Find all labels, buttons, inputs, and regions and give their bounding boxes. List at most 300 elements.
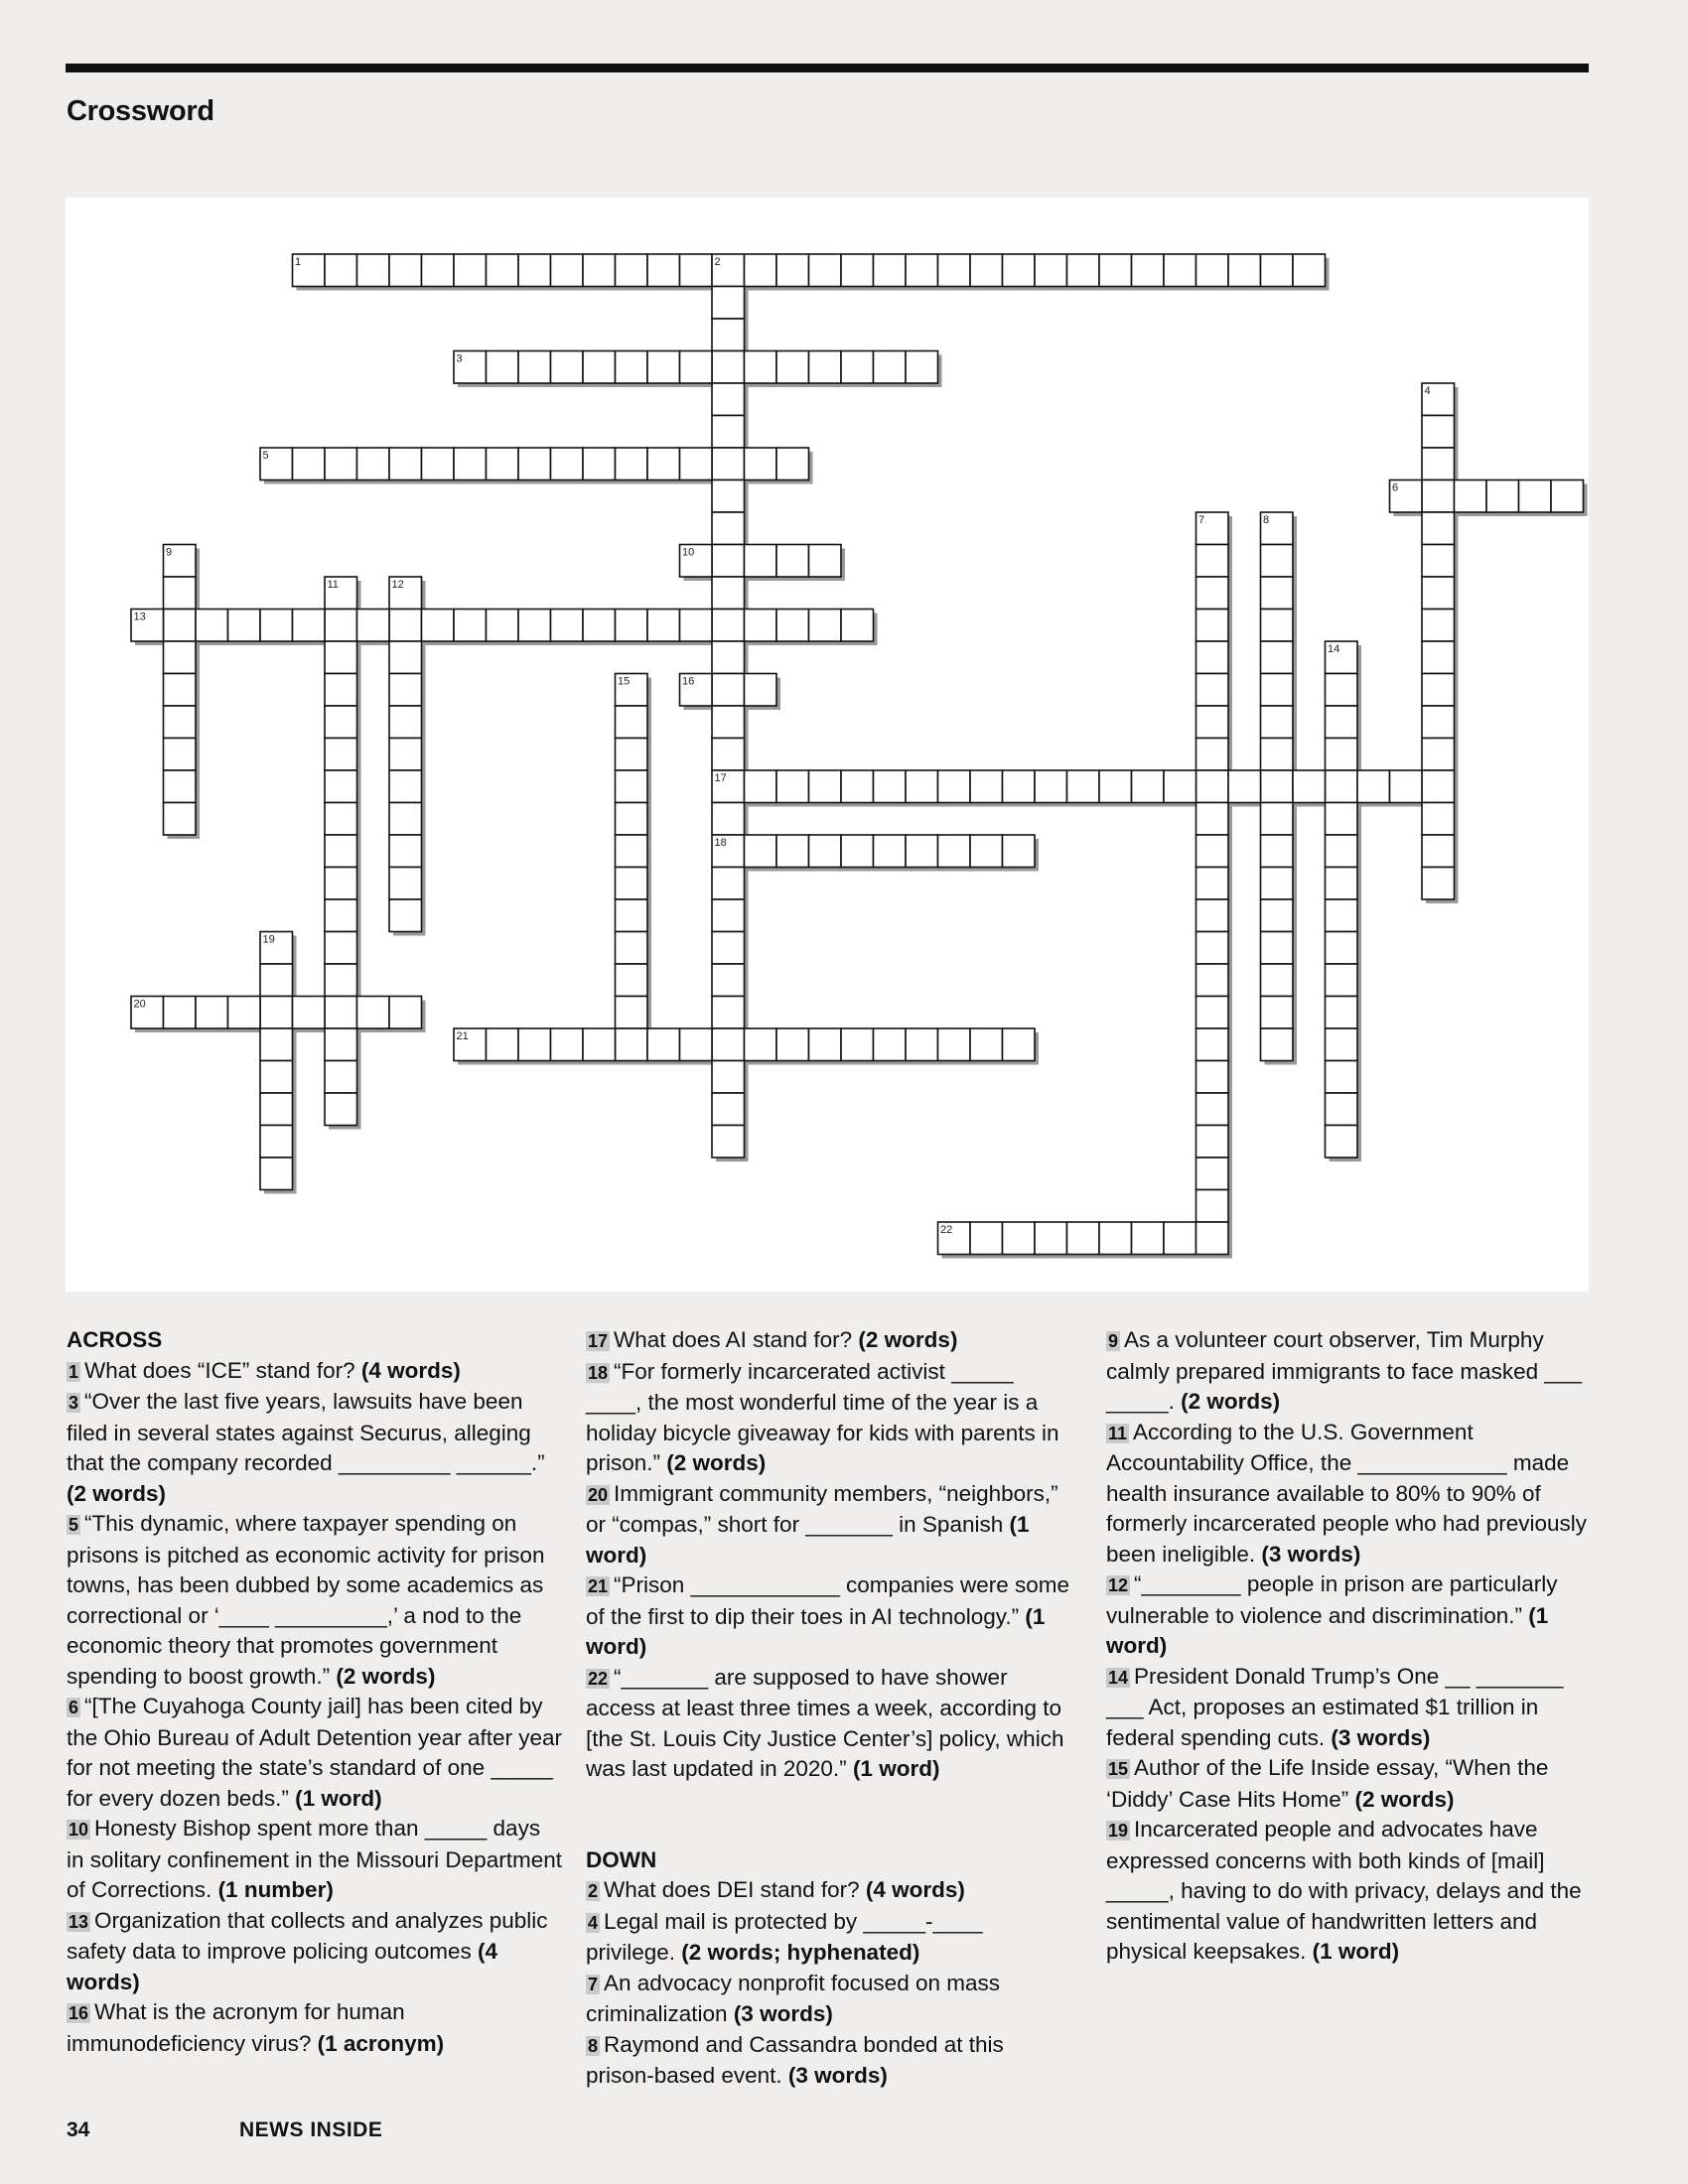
crossword-cell[interactable] xyxy=(647,610,680,642)
crossword-cell[interactable] xyxy=(325,610,357,642)
crossword-cell[interactable] xyxy=(389,739,422,771)
crossword-cell[interactable] xyxy=(809,610,842,642)
crossword-cell[interactable] xyxy=(712,512,745,545)
crossword-cell[interactable] xyxy=(389,997,422,1029)
crossword-cell[interactable] xyxy=(712,997,745,1029)
crossword-cell[interactable] xyxy=(938,770,971,803)
crossword-cell[interactable] xyxy=(712,964,745,997)
crossword-cell[interactable] xyxy=(712,868,745,900)
crossword-cell[interactable] xyxy=(1196,739,1229,771)
crossword-cell[interactable] xyxy=(1261,835,1294,868)
crossword-cell[interactable] xyxy=(1132,254,1165,287)
crossword-cell[interactable] xyxy=(1067,770,1100,803)
clue-answer-hint: (2 words; hyphenated) xyxy=(681,1940,920,1965)
crossword-cell[interactable] xyxy=(1099,1222,1132,1255)
crossword-cell[interactable] xyxy=(389,803,422,836)
crossword-cell[interactable] xyxy=(325,997,357,1029)
crossword-cell[interactable] xyxy=(776,770,809,803)
crossword-cell[interactable] xyxy=(938,1028,971,1061)
crossword-cell[interactable] xyxy=(1196,803,1229,836)
crossword-cell[interactable] xyxy=(1519,480,1552,513)
crossword-cell[interactable] xyxy=(616,610,648,642)
crossword-cell[interactable] xyxy=(616,254,648,287)
crossword-cell[interactable] xyxy=(1422,674,1455,707)
crossword-cell[interactable] xyxy=(260,1061,293,1094)
crossword-cell[interactable] xyxy=(1196,1126,1229,1159)
crossword-cell[interactable] xyxy=(841,1028,874,1061)
crossword-cell[interactable] xyxy=(325,932,357,965)
crossword-cell[interactable] xyxy=(874,254,907,287)
crossword-cell[interactable] xyxy=(616,899,648,932)
crossword-cell[interactable] xyxy=(680,1028,713,1061)
crossword-cell[interactable] xyxy=(260,997,293,1029)
crossword-cell[interactable] xyxy=(1196,610,1229,642)
crossword-cell[interactable] xyxy=(841,351,874,384)
crossword-cell[interactable] xyxy=(745,1028,777,1061)
crossword-cell[interactable] xyxy=(616,448,648,480)
crossword-cell[interactable] xyxy=(422,610,455,642)
crossword-cell[interactable] xyxy=(1326,770,1358,803)
crossword-cell[interactable] xyxy=(647,254,680,287)
crossword-cell[interactable] xyxy=(1422,803,1455,836)
crossword-cell[interactable] xyxy=(874,351,907,384)
crossword-cell[interactable] xyxy=(325,674,357,707)
clue-number: 5 xyxy=(69,1515,79,1535)
crossword-cell[interactable] xyxy=(1196,1158,1229,1190)
crossword-cell[interactable] xyxy=(164,706,197,739)
crossword-cell[interactable] xyxy=(389,899,422,932)
crossword-cell[interactable] xyxy=(776,351,809,384)
crossword-cell[interactable] xyxy=(454,254,487,287)
crossword-cell[interactable] xyxy=(1196,932,1229,965)
clue-number: 18 xyxy=(588,1362,609,1383)
crossword-cell[interactable] xyxy=(712,932,745,965)
crossword-cell[interactable] xyxy=(809,1028,842,1061)
crossword-cell[interactable] xyxy=(1196,899,1229,932)
crossword-cell[interactable] xyxy=(970,254,1003,287)
crossword-cell[interactable] xyxy=(616,351,648,384)
crossword-cell[interactable] xyxy=(745,351,777,384)
crossword-cell[interactable] xyxy=(1003,254,1036,287)
crossword-cell[interactable] xyxy=(809,835,842,868)
crossword-cell[interactable] xyxy=(1326,1028,1358,1061)
crossword-cell[interactable] xyxy=(389,770,422,803)
clue-text: “Over the last five years, lawsuits have been filed in several states against Securus, alleging that the company recorded _________ ______.” xyxy=(67,1389,545,1475)
crossword-cell[interactable] xyxy=(616,964,648,997)
clue-answer-hint: (3 words) xyxy=(787,2063,888,2088)
crossword-cell[interactable] xyxy=(616,932,648,965)
crossword-cell[interactable] xyxy=(1132,770,1165,803)
crossword-cell[interactable] xyxy=(712,610,745,642)
crossword-cell[interactable] xyxy=(325,448,357,480)
crossword-cell[interactable] xyxy=(712,448,745,480)
crossword-cell[interactable] xyxy=(1196,1028,1229,1061)
crossword-cell[interactable] xyxy=(1326,899,1358,932)
crossword-cell[interactable] xyxy=(809,545,842,578)
crossword-cell[interactable] xyxy=(1326,739,1358,771)
crossword-cell[interactable] xyxy=(518,1028,551,1061)
crossword-cell[interactable] xyxy=(325,254,357,287)
crossword-cell[interactable] xyxy=(745,448,777,480)
crossword-cell[interactable] xyxy=(260,1028,293,1061)
crossword-cell[interactable] xyxy=(583,351,616,384)
crossword-cell[interactable] xyxy=(1196,577,1229,610)
crossword-cell[interactable] xyxy=(874,770,907,803)
crossword-cell[interactable] xyxy=(1326,997,1358,1029)
crossword-cell[interactable] xyxy=(712,803,745,836)
crossword-cell[interactable] xyxy=(551,1028,584,1061)
crossword-cell[interactable] xyxy=(228,610,261,642)
crossword-cell[interactable] xyxy=(1261,899,1294,932)
crossword-cell[interactable] xyxy=(712,351,745,384)
clue-text: Organization that collects and analyzes public safety data to improve policing outcomes xyxy=(67,1907,548,1964)
crossword-cell[interactable] xyxy=(1357,770,1390,803)
crossword-cell[interactable] xyxy=(260,610,293,642)
crossword-cell[interactable] xyxy=(970,1028,1003,1061)
crossword-cell[interactable] xyxy=(776,835,809,868)
crossword-cell[interactable] xyxy=(1326,1093,1358,1126)
crossword-cell[interactable] xyxy=(745,545,777,578)
crossword-cell[interactable] xyxy=(551,351,584,384)
crossword-cell[interactable] xyxy=(487,351,519,384)
crossword-cell[interactable] xyxy=(874,835,907,868)
crossword-cell[interactable] xyxy=(325,739,357,771)
down-clue-9 xyxy=(1106,1325,1593,1418)
crossword-cell[interactable] xyxy=(1196,674,1229,707)
crossword-cell[interactable] xyxy=(487,1028,519,1061)
crossword-cell[interactable] xyxy=(1132,1222,1165,1255)
crossword-cell[interactable] xyxy=(1455,480,1487,513)
down-clue-list-part-1 xyxy=(586,1875,1072,2092)
crossword-cell[interactable] xyxy=(325,899,357,932)
crossword-cell[interactable] xyxy=(1196,835,1229,868)
crossword-cell[interactable] xyxy=(841,610,874,642)
crossword-cell[interactable] xyxy=(1261,739,1294,771)
crossword-cell[interactable] xyxy=(1099,254,1132,287)
crossword-cell[interactable] xyxy=(583,1028,616,1061)
crossword-cell[interactable] xyxy=(1293,254,1326,287)
crossword-cell[interactable] xyxy=(389,835,422,868)
crossword-cell[interactable] xyxy=(164,770,197,803)
crossword-cell[interactable] xyxy=(293,997,326,1029)
crossword-cell[interactable] xyxy=(680,610,713,642)
clue-text: What is the acronym for human immunodeficiency virus? xyxy=(67,1999,405,2056)
crossword-cell[interactable] xyxy=(1326,964,1358,997)
crossword-cell[interactable] xyxy=(1261,868,1294,900)
crossword-cell[interactable] xyxy=(422,448,455,480)
crossword-cell[interactable] xyxy=(1422,610,1455,642)
crossword-cell[interactable] xyxy=(712,739,745,771)
cell-number: 13 xyxy=(133,611,146,623)
crossword-cell[interactable] xyxy=(196,997,228,1029)
crossword-cell[interactable] xyxy=(776,254,809,287)
crossword-cell[interactable] xyxy=(1422,835,1455,868)
crossword-cell[interactable] xyxy=(1326,835,1358,868)
crossword-cell[interactable] xyxy=(712,1061,745,1094)
cell-number: 19 xyxy=(262,933,275,946)
crossword-cell[interactable] xyxy=(228,997,261,1029)
crossword-cell[interactable] xyxy=(1326,932,1358,965)
crossword-cell[interactable] xyxy=(389,868,422,900)
clue-answer-hint: (4 words) xyxy=(360,1357,461,1383)
crossword-cell[interactable] xyxy=(938,254,971,287)
crossword-cell[interactable] xyxy=(970,835,1003,868)
crossword-cell[interactable] xyxy=(712,480,745,513)
crossword-cell[interactable] xyxy=(325,1061,357,1094)
crossword-cell[interactable] xyxy=(970,1222,1003,1255)
crossword-cell[interactable] xyxy=(809,254,842,287)
crossword-cell[interactable] xyxy=(616,770,648,803)
crossword-cell[interactable] xyxy=(1196,770,1229,803)
crossword-cell[interactable] xyxy=(616,1028,648,1061)
crossword-cell[interactable] xyxy=(906,351,938,384)
crossword-cell[interactable] xyxy=(325,964,357,997)
crossword-cell[interactable] xyxy=(1196,1190,1229,1223)
crossword-cell[interactable] xyxy=(745,835,777,868)
crossword-cell[interactable] xyxy=(1003,770,1036,803)
crossword-cell[interactable] xyxy=(776,1028,809,1061)
crossword-cell[interactable] xyxy=(1422,480,1455,513)
crossword-cell[interactable] xyxy=(389,674,422,707)
crossword-cell[interactable] xyxy=(712,899,745,932)
crossword-cell[interactable] xyxy=(906,254,938,287)
crossword-cell[interactable] xyxy=(325,706,357,739)
crossword-cell[interactable] xyxy=(1003,1028,1036,1061)
clue-answer-hint: (3 words) xyxy=(1331,1724,1431,1750)
crossword-cell[interactable] xyxy=(454,610,487,642)
crossword-cell[interactable] xyxy=(1228,770,1261,803)
crossword-cell[interactable] xyxy=(712,416,745,449)
crossword-cell[interactable] xyxy=(616,706,648,739)
crossword-cell[interactable] xyxy=(970,770,1003,803)
crossword-cell[interactable] xyxy=(164,997,197,1029)
crossword-cell[interactable] xyxy=(616,739,648,771)
crossword-cell[interactable] xyxy=(1164,770,1196,803)
crossword-cell[interactable] xyxy=(906,1028,938,1061)
crossword-cell[interactable] xyxy=(164,739,197,771)
crossword-cell[interactable] xyxy=(518,610,551,642)
crossword-cell[interactable] xyxy=(841,254,874,287)
crossword-cell[interactable] xyxy=(1067,1222,1100,1255)
crossword-cell[interactable] xyxy=(712,545,745,578)
crossword-cell[interactable] xyxy=(1551,480,1584,513)
crossword-cell[interactable] xyxy=(712,641,745,674)
crossword-cell[interactable] xyxy=(164,641,197,674)
crossword-cell[interactable] xyxy=(1261,1028,1294,1061)
crossword-cell[interactable] xyxy=(551,254,584,287)
crossword-cell[interactable] xyxy=(389,706,422,739)
crossword-cell[interactable] xyxy=(1261,997,1294,1029)
crossword-cell[interactable] xyxy=(1003,835,1036,868)
crossword-cell[interactable] xyxy=(1099,770,1132,803)
crossword-cell[interactable] xyxy=(1326,1061,1358,1094)
crossword-cell[interactable] xyxy=(357,610,390,642)
crossword-cell[interactable] xyxy=(325,1093,357,1126)
crossword-cell[interactable] xyxy=(1196,1061,1229,1094)
crossword-cell[interactable] xyxy=(1326,1126,1358,1159)
crossword-cell[interactable] xyxy=(164,610,197,642)
crossword-cell[interactable] xyxy=(1422,512,1455,545)
crossword-cell[interactable] xyxy=(712,319,745,351)
clue-text: Honesty Bishop spent more than _____ days in solitary confinement in the Missouri Department of Corrections. xyxy=(67,1816,562,1902)
crossword-cell[interactable] xyxy=(1035,770,1067,803)
crossword-cell[interactable] xyxy=(1164,1222,1196,1255)
crossword-cell[interactable] xyxy=(164,674,197,707)
crossword-cell[interactable] xyxy=(680,448,713,480)
crossword-cell[interactable] xyxy=(389,448,422,480)
crossword-cell[interactable] xyxy=(518,254,551,287)
crossword-cell[interactable] xyxy=(680,254,713,287)
crossword-cell[interactable] xyxy=(874,1028,907,1061)
crossword-cell[interactable] xyxy=(1422,739,1455,771)
crossword-cell[interactable] xyxy=(776,545,809,578)
crossword-cell[interactable] xyxy=(1422,577,1455,610)
crossword-cell[interactable] xyxy=(712,287,745,320)
crossword-cell[interactable] xyxy=(1261,964,1294,997)
crossword-cell[interactable] xyxy=(1422,448,1455,480)
crossword-cell[interactable] xyxy=(776,448,809,480)
crossword-cell[interactable] xyxy=(1390,770,1423,803)
crossword-cell[interactable] xyxy=(422,254,455,287)
crossword-cell[interactable] xyxy=(583,610,616,642)
crossword-cell[interactable] xyxy=(1196,868,1229,900)
crossword-cell[interactable] xyxy=(357,997,390,1029)
crossword-cell[interactable] xyxy=(1422,545,1455,578)
crossword-cell[interactable] xyxy=(712,1093,745,1126)
crossword-cell[interactable] xyxy=(1196,997,1229,1029)
crossword-cell[interactable] xyxy=(809,770,842,803)
crossword-cell[interactable] xyxy=(745,610,777,642)
crossword-cell[interactable] xyxy=(1035,254,1067,287)
crossword-cell[interactable] xyxy=(260,1126,293,1159)
crossword-cell[interactable] xyxy=(616,997,648,1029)
crossword-cell[interactable] xyxy=(712,1126,745,1159)
crossword-cell[interactable] xyxy=(647,448,680,480)
crossword-cell[interactable] xyxy=(1326,706,1358,739)
crossword-cell[interactable] xyxy=(518,351,551,384)
crossword-cell[interactable] xyxy=(906,835,938,868)
crossword-cell[interactable] xyxy=(389,610,422,642)
crossword-cell[interactable] xyxy=(260,964,293,997)
crossword-cell[interactable] xyxy=(1326,868,1358,900)
crossword-cell[interactable] xyxy=(196,610,228,642)
crossword-cell[interactable] xyxy=(518,448,551,480)
crossword-cell[interactable] xyxy=(487,254,519,287)
crossword-cell[interactable] xyxy=(1422,706,1455,739)
crossword-cell[interactable] xyxy=(1422,641,1455,674)
crossword-cell[interactable] xyxy=(389,641,422,674)
crossword-cell[interactable] xyxy=(1196,706,1229,739)
crossword-cell[interactable] xyxy=(454,448,487,480)
crossword-cell[interactable] xyxy=(712,706,745,739)
crossword-cell[interactable] xyxy=(1261,545,1294,578)
crossword-cell[interactable] xyxy=(1261,610,1294,642)
crossword-cell[interactable] xyxy=(1261,770,1294,803)
crossword-cell[interactable] xyxy=(1261,674,1294,707)
crossword-cell[interactable] xyxy=(809,351,842,384)
crossword-cell[interactable] xyxy=(1326,674,1358,707)
crossword-cell[interactable] xyxy=(712,674,745,707)
crossword-cell[interactable] xyxy=(1261,641,1294,674)
crossword-cell[interactable] xyxy=(712,383,745,416)
crossword-cell[interactable] xyxy=(616,803,648,836)
crossword-cell[interactable] xyxy=(1261,932,1294,965)
crossword-cell[interactable] xyxy=(1196,1093,1229,1126)
crossword-cell[interactable] xyxy=(1196,254,1229,287)
crossword-cell[interactable] xyxy=(776,610,809,642)
crossword-cell[interactable] xyxy=(164,577,197,610)
crossword-cell[interactable] xyxy=(1261,706,1294,739)
crossword-cell[interactable] xyxy=(1003,1222,1036,1255)
crossword-cell[interactable] xyxy=(712,1028,745,1061)
clue-number: 4 xyxy=(588,1912,599,1933)
crossword-cell[interactable] xyxy=(325,868,357,900)
crossword-cell[interactable] xyxy=(680,351,713,384)
crossword-cell[interactable] xyxy=(551,448,584,480)
cell-number: 7 xyxy=(1198,514,1205,526)
crossword-cell[interactable] xyxy=(745,770,777,803)
crossword-cell[interactable] xyxy=(325,803,357,836)
crossword-cell[interactable] xyxy=(260,1158,293,1190)
crossword-cell[interactable] xyxy=(357,254,390,287)
crossword-cell[interactable] xyxy=(583,448,616,480)
crossword-cell[interactable] xyxy=(1196,641,1229,674)
crossword-cell[interactable] xyxy=(1196,1222,1229,1255)
crossword-cell[interactable] xyxy=(906,770,938,803)
crossword-cell[interactable] xyxy=(551,610,584,642)
crossword-cell[interactable] xyxy=(1261,577,1294,610)
crossword-cell[interactable] xyxy=(325,835,357,868)
crossword-cell[interactable] xyxy=(1486,480,1519,513)
crossword-cell[interactable] xyxy=(357,448,390,480)
crossword-cell[interactable] xyxy=(1422,868,1455,900)
crossword-cell[interactable] xyxy=(1035,1222,1067,1255)
crossword-cell[interactable] xyxy=(1261,254,1294,287)
crossword-cell[interactable] xyxy=(745,254,777,287)
crossword-cell[interactable] xyxy=(616,835,648,868)
crossword-cell[interactable] xyxy=(841,770,874,803)
crossword-cell[interactable] xyxy=(1196,545,1229,578)
crossword-cell[interactable] xyxy=(583,254,616,287)
crossword-cell[interactable] xyxy=(164,803,197,836)
crossword-cell[interactable] xyxy=(616,868,648,900)
crossword-cell[interactable] xyxy=(487,448,519,480)
crossword-cell[interactable] xyxy=(487,610,519,642)
crossword-cell[interactable] xyxy=(1228,254,1261,287)
crossword-cell[interactable] xyxy=(1326,803,1358,836)
crossword-cell[interactable] xyxy=(325,641,357,674)
crossword-cell[interactable] xyxy=(841,835,874,868)
crossword-cell[interactable] xyxy=(1164,254,1196,287)
crossword-cell[interactable] xyxy=(745,674,777,707)
crossword-cell[interactable] xyxy=(938,835,971,868)
crossword-cell[interactable] xyxy=(712,577,745,610)
crossword-cell[interactable] xyxy=(325,1028,357,1061)
crossword-cell[interactable] xyxy=(325,770,357,803)
crossword-cell[interactable] xyxy=(1422,416,1455,449)
crossword-cell[interactable] xyxy=(389,254,422,287)
crossword-cell[interactable] xyxy=(293,448,326,480)
crossword-cell[interactable] xyxy=(647,1028,680,1061)
crossword-cell[interactable] xyxy=(1067,254,1100,287)
crossword-cell[interactable] xyxy=(1293,770,1326,803)
crossword-cell[interactable] xyxy=(1261,803,1294,836)
crossword-cell[interactable] xyxy=(1422,770,1455,803)
crossword-cell[interactable] xyxy=(1196,964,1229,997)
crossword-cell[interactable] xyxy=(260,1093,293,1126)
crossword-cell[interactable] xyxy=(647,351,680,384)
crossword-cell[interactable] xyxy=(293,610,326,642)
